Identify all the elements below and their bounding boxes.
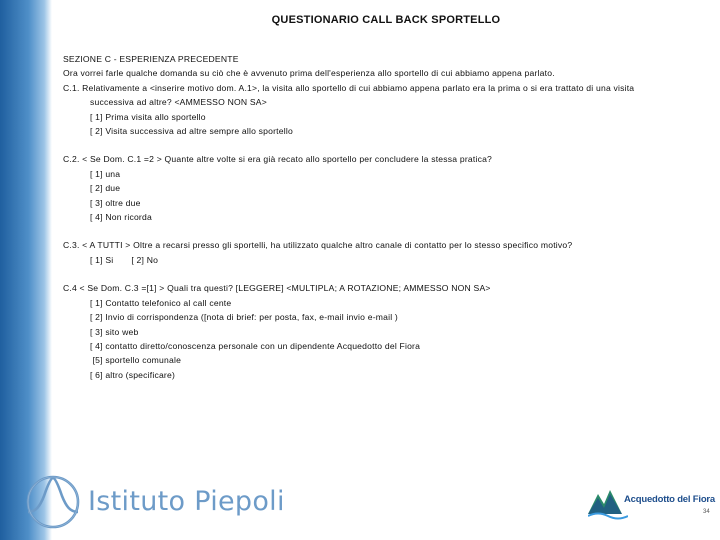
question-c4: C.4 < Se Dom. C.3 =[1] > Quali tra questi? [LEGGERE] <MULTIPLA; A ROTAZIONE; AMMESSO NON SA> — [63, 283, 491, 294]
piepoli-logo — [22, 472, 322, 532]
c1-option: [ 1] Prima visita allo sportello — [90, 111, 206, 122]
c2-option: [ 4] Non ricorda — [90, 212, 152, 223]
brand-name: Istituto Piepoli — [88, 486, 285, 517]
c3-options — [63, 253, 713, 267]
c4-option: [ 4] contatto diretto/conoscenza personale con un dipendente Acquedotto del Fiora — [90, 340, 421, 351]
question-c1: C.1. Relativamente a <inserire motivo dom. A.1>, la visita allo sportello di cui abbiamo appena parlato era la prima o si era trattato di una visita — [63, 82, 635, 93]
section-heading: SEZIONE C - ESPERIENZA PRECEDENTE — [63, 54, 239, 64]
piepoli-mark-icon — [22, 472, 84, 532]
page-number: 34 — [703, 509, 710, 515]
sidebar-gradient-band — [0, 0, 52, 540]
c4-option: [ 3] sito web — [90, 326, 139, 337]
page-title: QUESTIONARIO CALL BACK SPORTELLO — [271, 14, 501, 26]
mountain-icon — [588, 484, 628, 520]
question-c1-continued: successiva ad altre? <AMMESSO NON SA> — [90, 97, 267, 108]
c4-option: [5] sportello comunale — [90, 355, 182, 366]
c4-option: [ 1] Contatto telefonico al call cente — [90, 297, 232, 308]
partner-name: Acquedotto del Fiora — [624, 494, 716, 505]
c4-option: [ 2] Invio di corrispondenza ([nota di brief: per posta, fax, e-mail invio e-mail ) — [90, 312, 398, 323]
c3-option-si: [ 1] Si — [90, 254, 114, 265]
c1-option: [ 2] Visita successiva ad altre sempre allo sportello — [90, 126, 293, 137]
question-c3: C.3. < A TUTTI > Oltre a recarsi presso gli sportelli, ha utilizzato qualche altro canale di contatto per lo stesso specifico motivo? — [63, 240, 573, 251]
acquedotto-logo — [588, 484, 714, 524]
c2-option: [ 2] due — [90, 183, 121, 194]
c4-option: [ 6] altro (specificare) — [90, 369, 176, 380]
intro-text: Ora vorrei farle qualche domanda su ciò che è avvenuto prima dell'esperienza allo sportello di cui abbiamo appena parlato. — [63, 68, 555, 79]
c2-option: [ 1] una — [90, 168, 121, 179]
c2-option: [ 3] oltre due — [90, 197, 141, 208]
questionnaire-content — [63, 52, 713, 382]
question-c2: C.2. < Se Dom. C.1 =2 > Quante altre volte si era già recato allo sportello per concludere la stessa pratica? — [63, 154, 493, 165]
slide — [52, 0, 720, 540]
c3-option-no: [ 2] No — [131, 254, 159, 265]
